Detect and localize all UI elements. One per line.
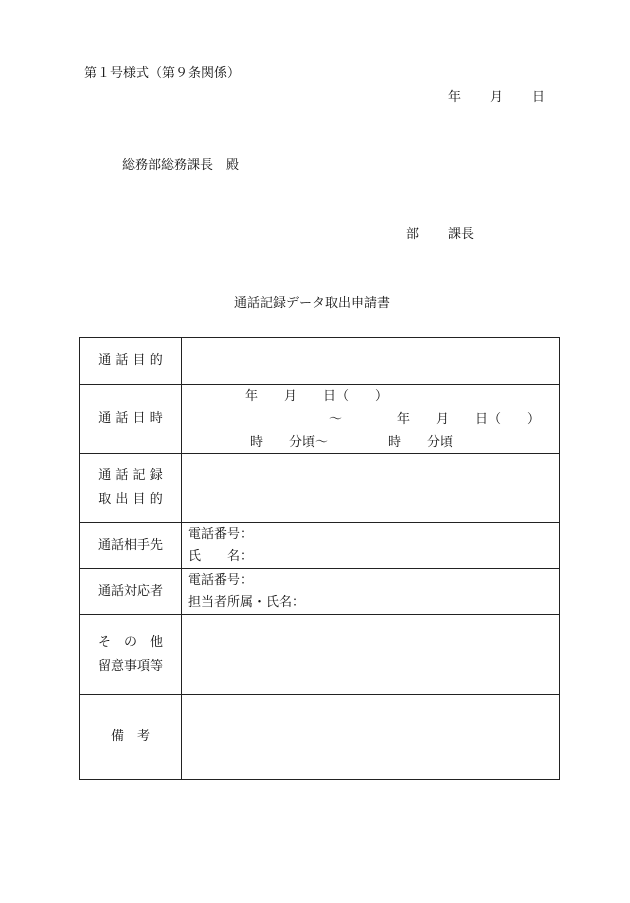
field-extract-purpose[interactable] xyxy=(182,454,560,523)
application-form-table xyxy=(79,337,560,780)
field-call-datetime[interactable] xyxy=(182,385,560,454)
field-notes[interactable] xyxy=(182,615,560,695)
row-call-datetime xyxy=(80,385,560,454)
label-call-datetime: 通 話 日 時 xyxy=(80,385,182,454)
form-number: 第１号様式（第９条関係） xyxy=(84,66,241,81)
field-responder[interactable] xyxy=(182,569,560,615)
sender-dept: 部 xyxy=(406,227,420,242)
row-call-purpose xyxy=(80,338,560,385)
date-day: 日 xyxy=(532,90,546,105)
counterparty-name-label: 氏 名： xyxy=(188,548,254,564)
row-responder xyxy=(80,569,560,615)
document-title: 通話記録データ取出申請書 xyxy=(234,296,391,311)
field-counterparty[interactable] xyxy=(182,523,560,569)
counterparty-phone-label: 電話番号： xyxy=(188,526,254,542)
row-remarks xyxy=(80,695,560,780)
responder-affiliation-label: 担当者所属・氏名： xyxy=(188,594,306,610)
label-call-purpose: 通 話 目 的 xyxy=(80,338,182,385)
date-month: 月 xyxy=(490,90,504,105)
responder-phone-label: 電話番号： xyxy=(188,572,254,588)
field-remarks[interactable] xyxy=(182,695,560,780)
sender-title: 課長 xyxy=(448,227,475,242)
label-counterparty: 通話相手先 xyxy=(80,523,182,569)
label-responder: 通話対応者 xyxy=(80,569,182,615)
datetime-time-to: 時 分頃 xyxy=(388,435,454,450)
row-counterparty xyxy=(80,523,560,569)
field-call-purpose[interactable] xyxy=(182,338,560,385)
datetime-time-from: 時 分頃～ xyxy=(250,435,329,450)
label-remarks: 備 考 xyxy=(80,695,182,780)
label-notes: そ の 他 留意事項等 xyxy=(80,615,182,695)
label-extract-purpose: 通 話 記 録 取 出 目 的 xyxy=(80,454,182,523)
datetime-start-date: 年 月 日（ ） xyxy=(245,389,389,404)
date-year: 年 xyxy=(448,90,462,105)
datetime-tilde: ～ xyxy=(329,412,343,427)
datetime-end-date: 年 月 日（ ） xyxy=(397,412,541,427)
row-extract-purpose xyxy=(80,454,560,523)
row-notes xyxy=(80,615,560,695)
addressee: 総務部総務課長 殿 xyxy=(122,158,240,173)
